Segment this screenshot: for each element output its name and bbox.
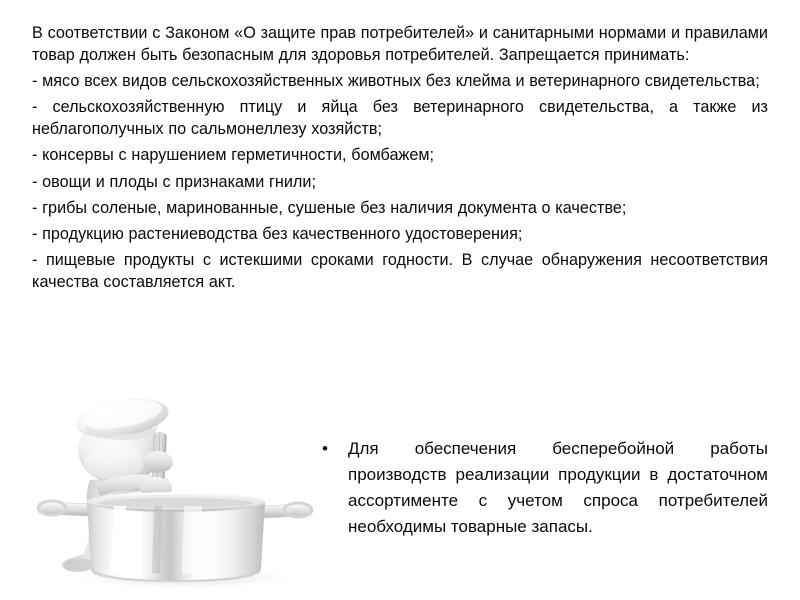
bullet-list-item — [318, 436, 768, 540]
paragraph-5: - овощи и плоды с признаками гнили; — [32, 172, 316, 191]
paragraph-1: В соответствии с Законом «О защите прав потребителей» и санитарными нормами и правилами товар должен быть безопасным для здоровья потребителей. Запрещается принимать: — [32, 24, 768, 65]
body-text-block — [32, 22, 768, 293]
paragraph-3: - сельскохозяйственную птицу и яйца без ветеринарного свидетельства, а также из неблагополучных по сальмонеллезу хозяйств; — [32, 98, 768, 139]
bullet-marker-icon: • — [322, 439, 328, 458]
paragraph-6: - грибы соленые, маринованные, сушеные без наличия документа о качестве; — [32, 198, 627, 217]
paragraph-7: - продукцию растениеводства без качественного удостоверения; — [32, 224, 523, 243]
chef-hand-upper — [143, 451, 173, 473]
bullet-item-text: Для обеспечения бесперебойной работы производств реализации продукции в достаточном ассортименте с учетом спроса потребителей необходимы товарные запасы. — [348, 439, 768, 536]
paragraph-8: - пищевые продукты с истекшими сроками годности. В случае обнаружения несоответствия качества составляется акт. — [32, 250, 768, 291]
paragraph-2: - мясо всех видов сельскохозяйственных животных без клейма и ветеринарного свидетельства; — [32, 72, 760, 91]
chef-stirring-pot-illustration — [34, 392, 316, 592]
paragraph-4: - консервы с нарушением герметичности, бомбажем; — [32, 146, 435, 165]
bullet-list — [318, 436, 768, 540]
